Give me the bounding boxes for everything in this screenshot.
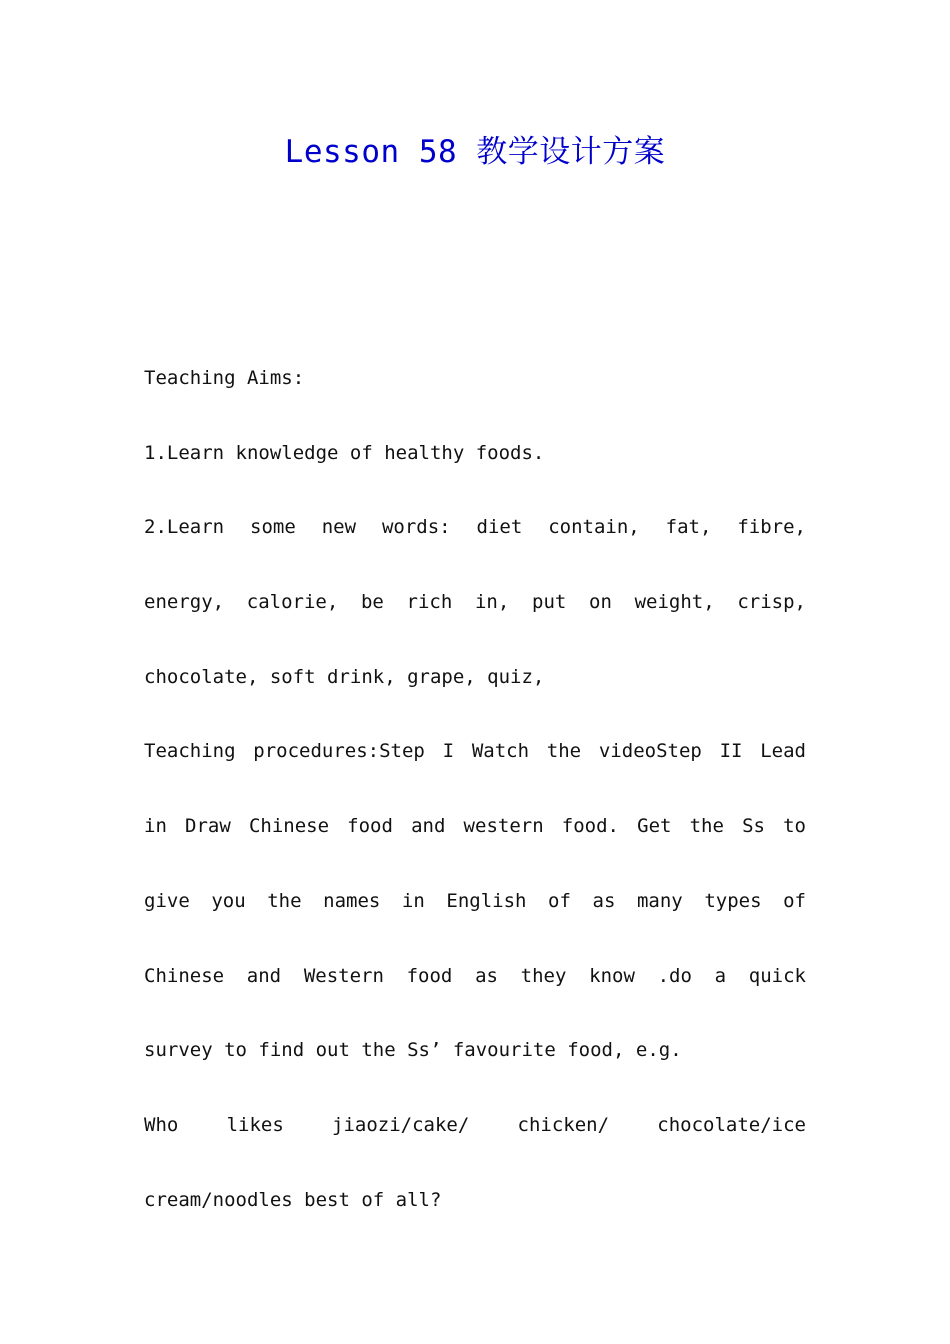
document-body: [144, 341, 806, 1237]
body-line-procedures-cont-3: Chinese and Western food as they know .do a quick: [144, 964, 806, 987]
body-line-aim-2-cont-1: energy, calorie, be rich in, put on weight, crisp,: [144, 591, 806, 614]
body-line-aim-2-cont-2: chocolate, soft drink, grape, quiz,: [144, 665, 545, 688]
body-line-procedures: Teaching procedures:Step I Watch the videoStep II Lead: [144, 740, 806, 763]
body-line-aim-2: 2.Learn some new words: diet contain, fat, fibre,: [144, 516, 806, 539]
body-line-aim-1: 1.Learn knowledge of healthy foods.: [144, 441, 545, 464]
document-title: Lesson 58 教学设计方案: [284, 134, 666, 170]
body-line-teaching-aims: Teaching Aims:: [144, 367, 305, 389]
body-line-procedures-cont-2: give you the names in English of as many types of: [144, 889, 806, 912]
body-line-question: Who likes jiaozi/cake/ chicken/ chocolate/ice: [144, 1113, 806, 1136]
body-line-procedures-cont-1: in Draw Chinese food and western food. Get the Ss to: [144, 815, 806, 838]
body-line-question-cont: cream/noodles best of all?: [144, 1188, 442, 1211]
body-line-procedures-cont-4: survey to find out the Ss’ favourite food, e.g.: [144, 1039, 682, 1062]
